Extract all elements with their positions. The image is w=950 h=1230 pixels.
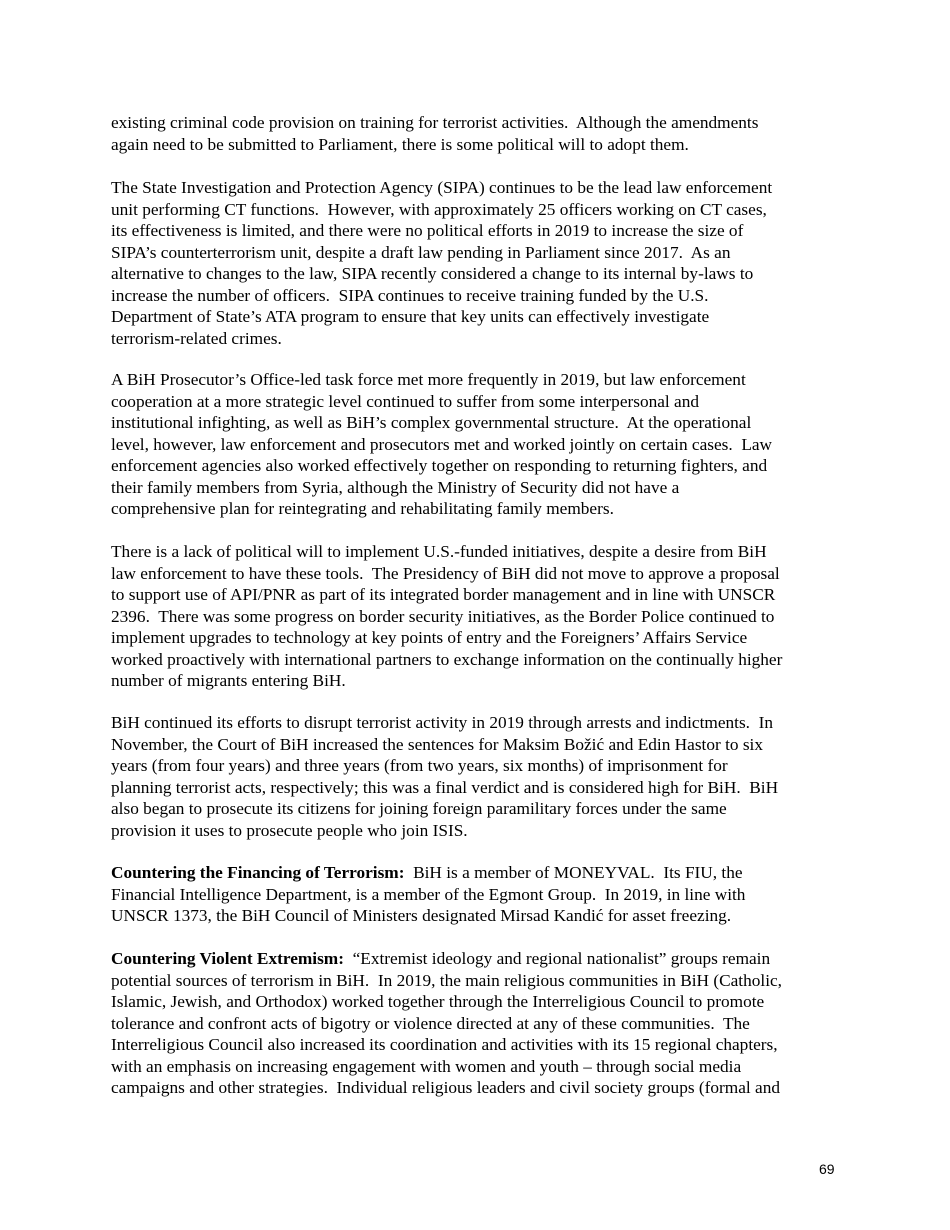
heading-line-rest: BiH is a member of MONEYVAL. Its FIU, the [404, 863, 743, 882]
text-line: provision it uses to prosecute people who join ISIS. [111, 820, 468, 840]
text-line: institutional infighting, as well as BiH’s complex governmental structure. At the operational [111, 413, 752, 432]
text-line: increase the number of officers. SIPA continues to receive training funded by the U.S. [111, 285, 709, 305]
page-number: 69 [819, 1161, 835, 1177]
text-line: enforcement agencies also worked effectively together on responding to returning fighters, and [111, 456, 768, 475]
text-line: number of migrants entering BiH. [111, 671, 346, 690]
text-line: November, the Court of BiH increased the sentences for Maksim Božić and Edin Hastor to six [111, 734, 763, 754]
paragraph-financing-terrorism [111, 862, 846, 927]
text-line: years (from four years) and three years (from two years, six months) of imprisonment for [111, 756, 728, 775]
text-line: A BiH Prosecutor’s Office-led task force met more frequently in 2019, but law enforcement [111, 370, 746, 389]
section-heading-financing: Countering the Financing of Terrorism: [111, 863, 405, 882]
text-line: campaigns and other strategies. Individual religious leaders and civil society groups (formal and [111, 1078, 780, 1097]
text-line: UNSCR 1373, the BiH Council of Ministers designated Mirsad Kandić for asset freezing. [111, 906, 732, 925]
text-line: unit performing CT functions. However, with approximately 25 officers working on CT cases, [111, 199, 767, 219]
text-line: existing criminal code provision on training for terrorist activities. Although the amendments [111, 113, 759, 132]
text-line: potential sources of terrorism in BiH. In 2019, the main religious communities in BiH (Catholic, [111, 970, 782, 990]
text-line: alternative to changes to the law, SIPA recently considered a change to its internal by-laws to [111, 264, 754, 283]
text-line: planning terrorist acts, respectively; this was a final verdict and is considered high for BiH. BiH [111, 777, 779, 797]
section-heading-cve: Countering Violent Extremism: [111, 949, 344, 968]
text-line: The State Investigation and Protection Agency (SIPA) continues to be the lead law enforcement [111, 178, 773, 197]
paragraph-prosecutions [111, 712, 846, 841]
text-line [111, 862, 846, 884]
text-line: comprehensive plan for reintegrating and rehabilitating family members. [111, 499, 614, 518]
text-line: terrorism-related crimes. [111, 328, 282, 348]
paragraph-violent-extremism [111, 948, 846, 1099]
text-line: 2396. There was some progress on border security initiatives, as the Border Police continued to [111, 606, 775, 626]
paragraph-criminal-code [111, 112, 846, 155]
text-line [111, 948, 846, 970]
paragraph-sipa [111, 177, 846, 349]
text-line: Islamic, Jewish, and Orthodox) worked together through the Interreligious Council to promote [111, 992, 765, 1011]
text-line: worked proactively with international partners to exchange information on the continually higher [111, 649, 783, 669]
text-line: its effectiveness is limited, and there were no political efforts in 2019 to increase the size of [111, 221, 744, 240]
text-line: law enforcement to have these tools. The Presidency of BiH did not move to approve a proposal [111, 563, 780, 583]
text-line: to support use of API/PNR as part of its integrated border management and in line with UNSCR [111, 585, 776, 604]
text-line: BiH continued its efforts to disrupt terrorist activity in 2019 through arrests and indictments. In [111, 713, 774, 732]
text-line: tolerance and confront acts of bigotry or violence directed at any of these communities. The [111, 1013, 750, 1033]
paragraph-task-force [111, 369, 846, 520]
text-line: implement upgrades to technology at key points of entry and the Foreigners’ Affairs Service [111, 628, 748, 647]
text-line: their family members from Syria, although the Ministry of Security did not have a [111, 477, 680, 497]
text-line: with an emphasis on increasing engagement with women and youth – through social media [111, 1056, 742, 1076]
text-line: cooperation at a more strategic level continued to suffer from some interpersonal and [111, 391, 699, 411]
heading-line-rest: “Extremist ideology and regional nationalist” groups remain [343, 949, 771, 968]
text-line: Interreligious Council also increased its coordination and activities with its 15 regional chapters, [111, 1035, 778, 1054]
text-line: Financial Intelligence Department, is a member of the Egmont Group. In 2019, in line with [111, 884, 746, 904]
paragraph-border-security [111, 541, 846, 692]
text-line: Department of State’s ATA program to ensure that key units can effectively investigate [111, 307, 710, 326]
text-line: again need to be submitted to Parliament, there is some political will to adopt them. [111, 134, 689, 154]
text-line: SIPA’s counterterrorism unit, despite a draft law pending in Parliament since 2017. As an [111, 242, 731, 262]
text-line: also began to prosecute its citizens for joining foreign paramilitary forces under the same [111, 799, 727, 818]
text-line: level, however, law enforcement and prosecutors met and worked jointly on certain cases. Law [111, 434, 773, 454]
text-line: There is a lack of political will to implement U.S.-funded initiatives, despite a desire from BiH [111, 542, 767, 561]
